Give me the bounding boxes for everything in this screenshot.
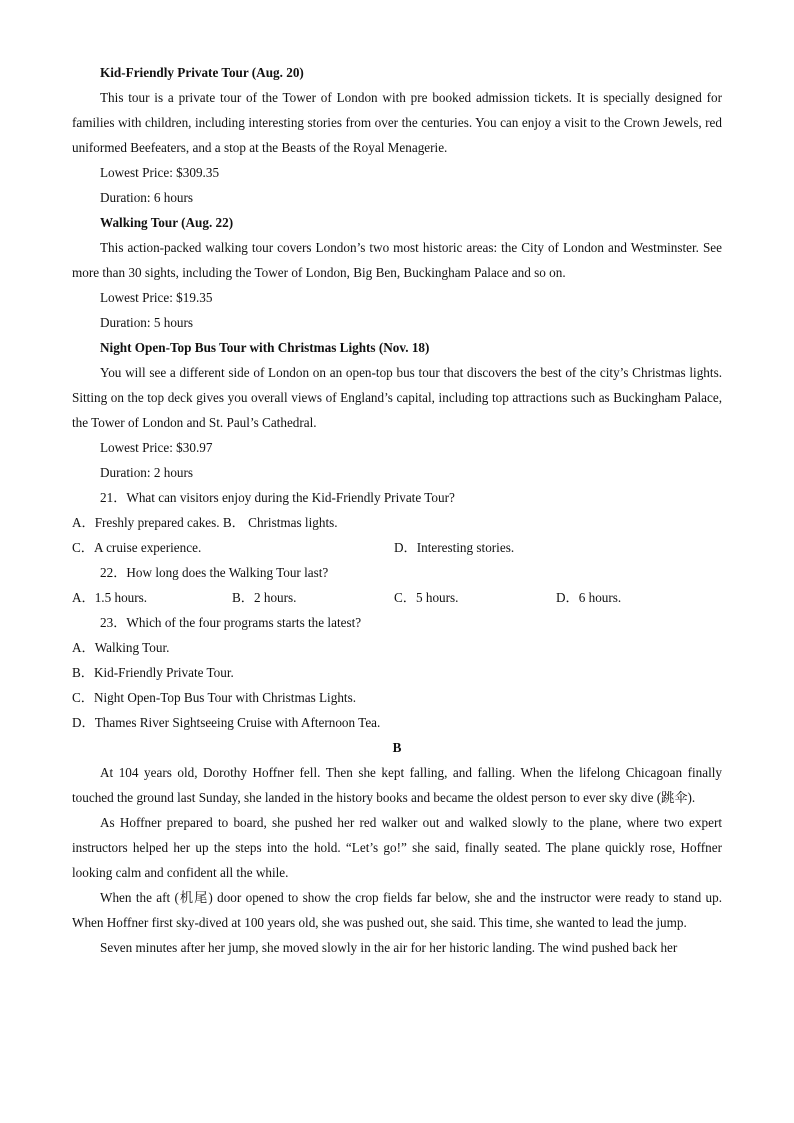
question-stem: 21．What can visitors enjoy during the Kid-Friendly Private Tour?: [100, 490, 455, 505]
tour-duration: Duration: 5 hours: [100, 315, 194, 330]
option-a: A．1.5 hours.: [72, 590, 148, 605]
option-d: D．Interesting stories.: [394, 540, 515, 555]
option-c: C．Night Open-Top Bus Tour with Christmas Lights.: [72, 690, 357, 705]
question-22: [72, 560, 722, 610]
option-b: B．Kid-Friendly Private Tour.: [72, 665, 234, 680]
tour-section-1: [72, 60, 722, 210]
section-heading: B: [392, 740, 402, 755]
option-b: B．2 hours.: [232, 590, 297, 605]
tour-duration: Duration: 6 hours: [100, 190, 194, 205]
passage-paragraph: When the aft (机尾) door opened to show the crop fields far below, she and the instructor were ready to stand up. When Hoffner first sky-dived at 100 years old, she was pushed out, she said. This time, she wanted to lead the jump.: [72, 890, 722, 930]
exam-page: [72, 60, 722, 960]
option-a-b: A．Freshly prepared cakes. B． Christmas lights.: [72, 515, 338, 530]
question-stem: 23．Which of the four programs starts the latest?: [100, 615, 362, 630]
passage-paragraph: At 104 years old, Dorothy Hoffner fell. Then she kept falling, and falling. When the lifelong Chicagoan finally touched the ground last Sunday, she landed in the history books and became the oldest person to ever sky dive (跳伞).: [72, 765, 722, 805]
option-c: C．A cruise experience.: [72, 540, 202, 555]
option-c: C．5 hours.: [394, 590, 459, 605]
question-23: [72, 610, 722, 735]
tour-price: Lowest Price: $30.97: [100, 440, 213, 455]
tour-price: Lowest Price: $19.35: [100, 290, 213, 305]
tour-description: You will see a different side of London on an open-top bus tour that discovers the best of the city’s Christmas lights. Sitting on the top deck gives you overall views of England’s capital, including top attractions such as Buckingham Palace, the Tower of London and St. Paul’s Cathedral.: [72, 365, 722, 430]
tour-title: Night Open-Top Bus Tour with Christmas Lights (Nov. 18): [100, 340, 430, 355]
options-row: [72, 585, 722, 610]
tour-section-3: [72, 335, 722, 485]
tour-section-2: [72, 210, 722, 335]
options-row: [72, 535, 722, 560]
tour-title: Kid-Friendly Private Tour (Aug. 20): [100, 65, 304, 80]
tour-duration: Duration: 2 hours: [100, 465, 194, 480]
tour-description: This tour is a private tour of the Tower of London with pre booked admission tickets. It is specially designed for families with children, including interesting stories from over the centuries. You can enjoy a visit to the Crown Jewels, red uniformed Beefeaters, and a stop at the Beasts of the Royal Menagerie.: [72, 90, 722, 155]
question-21: [72, 485, 722, 560]
passage-paragraph: Seven minutes after her jump, she moved slowly in the air for her historic landing. The wind pushed back her: [100, 940, 678, 955]
passage-paragraph: As Hoffner prepared to board, she pushed her red walker out and walked slowly to the plane, where two expert instructors helped her up the steps into the hold. “Let’s go!” she said, finally seated. The plane quickly rose, Hoffner looking calm and confident all the while.: [72, 815, 722, 880]
tour-description: This action-packed walking tour covers London’s two most historic areas: the City of London and Westminster. See more than 30 sights, including the Tower of London, Big Ben, Buckingham Palace and so on.: [72, 240, 722, 280]
question-stem: 22．How long does the Walking Tour last?: [100, 565, 329, 580]
passage-b: [72, 735, 722, 960]
tour-title: Walking Tour (Aug. 22): [100, 215, 234, 230]
tour-price: Lowest Price: $309.35: [100, 165, 220, 180]
option-d: D．6 hours.: [556, 590, 622, 605]
option-d: D．Thames River Sightseeing Cruise with Afternoon Tea.: [72, 715, 381, 730]
option-a: A．Walking Tour.: [72, 640, 170, 655]
